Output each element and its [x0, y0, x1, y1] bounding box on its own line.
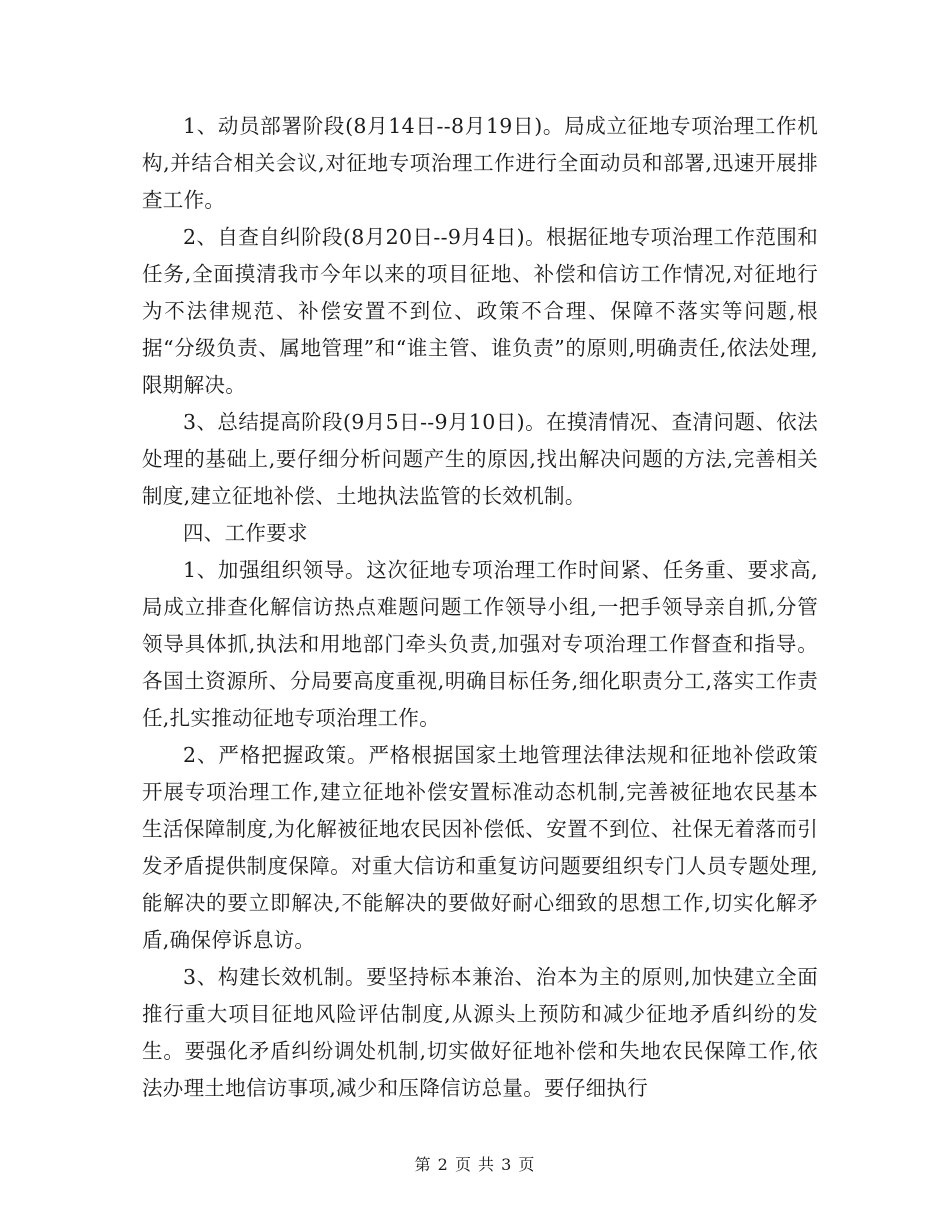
paragraph-long-term-mechanism: 3、构建长效机制。要坚持标本兼治、治本为主的原则,加快建立全面推行重大项目征地风险评估制度,从源头上预防和减少征地矛盾纠纷的发生。要强化矛盾纠纷调处机制,切实做好征地补偿和失地农民保障工作,依法办理土地信访事项,减少和压降信访总量。要仔细执行	[142, 965, 818, 1100]
paragraph-leadership: 1、加强组织领导。这次征地专项治理工作时间紧、任务重、要求高,局成立排查化解信访热点难题问题工作领导小组,一把手领导亲自抓,分管领导具体抓,执法和用地部门牵头负责,加强对专项治理工作督查和指导。各国土资源所、分局要高度重视,明确目标任务,细化职责分工,落实工作责任,扎实推动征地专项治理工作。	[142, 558, 818, 730]
page-number-footer: 第 2 页 共 3 页	[414, 1155, 536, 1174]
paragraph-stage-mobilization: 1、动员部署阶段(8月14日--8月19日)。局成立征地专项治理工作机构,并结合相关会议,对征地专项治理工作进行全面动员和部署,迅速开展排查工作。	[142, 114, 818, 212]
paragraph-stage-self-inspection: 2、自查自纠阶段(8月20日--9月4日)。根据征地专项治理工作范围和任务,全面摸清我市今年以来的项目征地、补偿和信访工作情况,对征地行为不法律规范、补偿安置不到位、政策不合理、保障不落实等问题,根据“分级负责、属地管理”和“谁主管、谁负责”的原则,明确责任,依法处理,限期解决。	[142, 225, 818, 397]
paragraph-policy: 2、严格把握政策。严格根据国家土地管理法律法规和征地补偿政策开展专项治理工作,建立征地补偿安置标准动态机制,完善被征地农民基本生活保障制度,为化解被征地农民因补偿低、安置不到位、社保无着落而引发矛盾提供制度保障。对重大信访和重复访问题要组织专门人员专题处理,能解决的要立即解决,不能解决的要做好耐心细致的思想工作,切实化解矛盾,确保停诉息访。	[142, 743, 818, 952]
section-heading-work-requirements: 四、工作要求	[183, 521, 308, 545]
paragraph-stage-summary: 3、总结提高阶段(9月5日--9月10日)。在摸清情况、查清问题、依法处理的基础上,要仔细分析问题产生的原因,找出解决问题的方法,完善相关制度,建立征地补偿、土地执法监管的长效机制。	[142, 410, 818, 508]
document-body	[142, 108, 818, 1107]
